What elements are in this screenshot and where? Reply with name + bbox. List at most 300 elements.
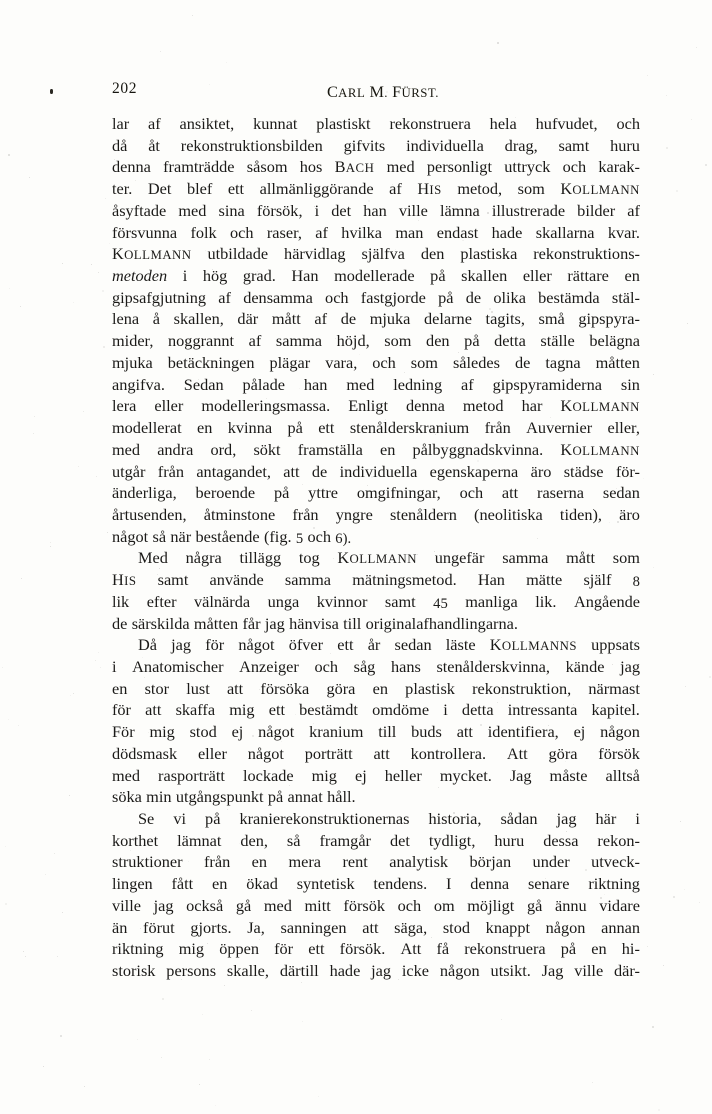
text-word: håll. <box>327 787 356 807</box>
text-word: öppen <box>219 939 259 959</box>
text-word: utsikt. <box>490 961 531 981</box>
text-word: rekonstruktions- <box>533 244 640 264</box>
text-word: jag <box>153 895 174 915</box>
text-word: ej <box>354 765 367 785</box>
text-word: karak- <box>598 157 640 177</box>
text-word: lena <box>112 309 140 329</box>
text-word: samma <box>502 548 549 568</box>
running-head <box>112 80 640 100</box>
text-line <box>112 743 640 765</box>
text-word: vi <box>173 809 186 828</box>
text-word: söka <box>112 787 142 807</box>
text-word: noggrannt <box>168 331 235 351</box>
text-line <box>112 721 640 743</box>
text-word: detta <box>461 700 494 720</box>
text-line <box>112 656 640 678</box>
text-word: samt <box>558 135 590 155</box>
text-word: blef <box>186 179 213 199</box>
text-word: bestämdt <box>299 700 358 720</box>
text-word: gå <box>526 895 543 915</box>
text-word: man <box>395 222 424 242</box>
text-word: måtten <box>193 613 239 633</box>
text-word: en <box>591 939 607 959</box>
text-word: grad. <box>242 266 276 286</box>
text-word: metod <box>462 396 504 416</box>
ink-blot <box>50 89 53 94</box>
text-word: äro <box>530 461 552 481</box>
text-word: samt <box>384 591 416 611</box>
text-word: måste <box>549 765 588 785</box>
text-word: det <box>389 830 410 850</box>
text-word: stod <box>189 722 217 742</box>
text-word: mått <box>566 548 595 568</box>
text-word: utveck- <box>591 852 640 872</box>
text-word: rekonstruktionsbilden <box>180 135 323 155</box>
running-head-word: M. <box>369 82 388 101</box>
text-word: där- <box>614 961 640 981</box>
text-word: år <box>367 635 381 655</box>
text-line <box>112 135 640 157</box>
running-head-word: CARL <box>327 82 366 101</box>
text-line <box>112 678 640 700</box>
text-word: egenskaperna <box>429 461 519 481</box>
text-word: för <box>112 700 131 720</box>
text-line <box>112 156 640 178</box>
text-line <box>112 830 640 852</box>
text-word: eller <box>522 266 552 286</box>
text-word: efter <box>146 591 177 611</box>
text-word: få <box>436 939 450 959</box>
text-word: något <box>112 526 149 546</box>
text-word: under <box>532 852 570 872</box>
text-word: för- <box>615 461 640 481</box>
text-word: sedan <box>394 635 432 655</box>
text-word: på <box>287 418 303 438</box>
text-word: åtminstone <box>203 504 276 524</box>
text-line <box>112 547 640 569</box>
text-word: uttryck <box>504 157 551 177</box>
text-line <box>112 330 640 352</box>
text-word: pålade <box>242 374 285 394</box>
text-word: mjuka <box>112 352 153 372</box>
text-word: möjligt <box>467 895 515 915</box>
text-word: bilder <box>577 200 616 220</box>
text-word: så <box>152 526 167 546</box>
text-word: rasporträtt <box>158 765 225 785</box>
text-word: ville <box>398 200 428 220</box>
text-word: Auvernier <box>526 418 593 438</box>
text-word: han <box>303 374 328 394</box>
text-word: att <box>373 743 390 763</box>
running-head-word: FÜRST. <box>392 82 439 101</box>
text-word: en <box>197 418 213 438</box>
text-word: särskilda <box>131 613 190 633</box>
text-line <box>112 765 640 787</box>
text-word: modellerade <box>334 266 415 286</box>
text-word: skalle, <box>226 961 269 981</box>
text-word: och <box>459 483 484 503</box>
text-word: göra <box>548 743 578 763</box>
text-word: således <box>452 352 500 372</box>
text-word: detta <box>494 331 526 351</box>
text-line <box>112 569 640 591</box>
text-word: hade <box>329 961 361 981</box>
text-word: Enligt <box>348 396 388 416</box>
text-word: metod, <box>457 179 503 199</box>
text-word: af <box>218 287 231 307</box>
text-word: fått <box>171 874 194 894</box>
text-word: till <box>343 613 362 633</box>
text-word: ännu <box>554 895 587 915</box>
text-word: på <box>205 809 221 828</box>
text-line <box>112 960 640 982</box>
text-word: Det <box>147 179 172 199</box>
text-word: samma <box>284 570 332 590</box>
text-word: skallen <box>461 266 508 286</box>
text-word: lik <box>112 591 130 611</box>
text-word: icke <box>401 961 430 981</box>
text-word: på <box>267 787 284 807</box>
text-word: rättare <box>567 266 609 286</box>
text-word: och <box>230 222 254 242</box>
text-word: äro <box>619 504 640 524</box>
text-word: skallarna <box>535 222 595 242</box>
text-word: mider, <box>112 331 154 351</box>
text-line <box>112 482 640 504</box>
text-word: kände <box>565 656 605 676</box>
text-line <box>112 243 640 265</box>
text-word: manliga <box>465 591 518 611</box>
text-word: att <box>145 700 162 720</box>
text-word: huru <box>610 135 640 155</box>
text-word: årtusenden, <box>112 504 187 524</box>
text-word: skaffa <box>175 700 216 720</box>
text-word: personligt <box>426 157 492 177</box>
text-word: hade <box>491 222 523 242</box>
text-word: historia, <box>428 809 482 828</box>
text-word: ledning <box>393 374 443 394</box>
text-word: härvidlag <box>284 244 346 264</box>
text-word: därtill <box>279 961 319 981</box>
page-number: 202 <box>112 80 138 97</box>
text-word: att <box>226 678 244 698</box>
text-word: lockade <box>242 765 294 785</box>
text-word: ökad <box>246 874 278 894</box>
text-word: angifva. <box>112 374 165 394</box>
text-word: såg <box>353 656 376 676</box>
text-word: den <box>426 331 450 351</box>
text-word: densamma <box>243 287 313 307</box>
running-head-title <box>112 82 640 102</box>
text-word: också <box>186 895 224 915</box>
text-word: modellerat <box>112 418 182 438</box>
proper-name-smallcaps: KOLLMANN <box>112 244 192 264</box>
text-word: delarne <box>424 309 472 329</box>
text-word: lämnat <box>177 830 222 850</box>
text-word: buds <box>411 722 442 742</box>
text-word: Sedan <box>183 374 224 394</box>
text-line <box>112 938 640 960</box>
text-word: något <box>247 743 284 763</box>
text-word: framställa <box>297 439 363 459</box>
text-word: som <box>517 179 545 199</box>
oldstyle-numeral: 6). <box>335 530 352 547</box>
text-word: identifiera, <box>487 722 559 742</box>
text-word: att <box>283 461 300 481</box>
text-word: sanningen <box>280 917 347 937</box>
text-word: för <box>205 635 225 655</box>
text-word: tiden), <box>559 504 602 524</box>
proper-name-smallcaps: KOLLMANN <box>560 179 640 199</box>
text-word: stod <box>442 917 470 937</box>
text-word: rent <box>342 852 368 872</box>
text-word: utgår <box>112 461 146 481</box>
text-word: ett <box>318 418 335 438</box>
text-word: får <box>242 613 261 633</box>
text-word: syntetisk <box>296 874 355 894</box>
text-word: i <box>112 656 117 676</box>
text-line <box>112 699 640 721</box>
text-word: gipspyra- <box>578 309 640 329</box>
text-word: sådan <box>500 809 538 828</box>
text-word: själf <box>583 570 612 590</box>
text-word: när <box>170 526 192 546</box>
text-word: i <box>314 200 320 220</box>
text-word: försök, <box>256 200 303 220</box>
text-word: vidare <box>599 895 640 915</box>
text-word: af <box>627 200 640 220</box>
text-word: och <box>616 114 640 133</box>
text-word: ställe <box>540 331 575 351</box>
text-word: korthet <box>112 830 159 850</box>
text-word: tillägg <box>239 548 282 568</box>
text-word: samma <box>275 331 323 351</box>
text-word: af <box>389 179 402 199</box>
text-word: illustrerade <box>491 200 566 220</box>
text-word: då <box>112 135 128 155</box>
text-word: Se <box>138 809 155 828</box>
text-word: (fig. <box>263 526 292 546</box>
text-line <box>112 352 640 374</box>
text-word: har <box>521 396 543 416</box>
text-word: beroende <box>195 483 256 503</box>
text-line <box>112 287 640 309</box>
text-word: olika <box>493 287 526 307</box>
text-word: individuella <box>339 461 418 481</box>
text-word: försök <box>598 743 640 763</box>
proper-name-smallcaps: KOLLMANN <box>337 548 417 568</box>
text-word: åsyftade <box>112 200 167 220</box>
text-word: kvinnor <box>316 591 368 611</box>
text-line <box>112 526 640 548</box>
text-word: än <box>112 917 128 937</box>
text-word: små <box>538 309 565 329</box>
text-word: mätte <box>526 570 563 590</box>
text-word: mig <box>229 700 255 720</box>
text-word: en <box>380 439 396 459</box>
text-word: gifvits <box>343 135 386 155</box>
text-word: läste <box>445 635 476 655</box>
text-word: hi- <box>621 939 640 959</box>
proper-name-smallcaps: KOLLMANN <box>560 439 640 459</box>
text-word: försöka <box>260 678 310 698</box>
text-word: Ja, <box>247 917 265 937</box>
text-word: om <box>433 895 455 915</box>
text-word: stäl- <box>611 287 640 307</box>
proper-name-smallcaps: BACH <box>334 157 375 177</box>
text-word: fastgjorde <box>360 287 426 307</box>
text-line <box>112 222 640 244</box>
text-word: Angående <box>573 591 640 611</box>
text-word: denna <box>112 157 151 177</box>
text-word: ett <box>337 635 354 655</box>
text-word: eller <box>197 743 227 763</box>
text-word: för <box>274 939 294 959</box>
text-word: porträtt <box>304 743 353 763</box>
text-word: måtten <box>595 352 640 372</box>
text-word: tendens. <box>373 874 428 894</box>
text-word: plastiskt <box>316 114 371 133</box>
text-word: tagits, <box>485 309 525 329</box>
text-word: rekonstruera <box>464 939 546 959</box>
text-word: Jag <box>541 961 564 981</box>
text-word: Han <box>291 266 319 286</box>
text-word: öfver <box>288 635 324 655</box>
text-word: hänvisa <box>289 613 339 633</box>
text-word: höjd, <box>336 331 370 351</box>
text-word: alltså <box>605 765 640 785</box>
text-word: stenålderskranium <box>349 418 470 438</box>
text-word: lämna <box>439 200 480 220</box>
text-word: folk <box>190 222 217 242</box>
text-word: andra <box>157 439 194 459</box>
text-word: det <box>331 200 352 220</box>
text-word: utgångspunkt <box>175 787 264 807</box>
text-word: Då <box>138 635 157 655</box>
text-word: annan <box>601 917 640 937</box>
text-word: förut <box>143 917 175 937</box>
text-word: jag <box>371 961 392 981</box>
body-text <box>112 113 640 982</box>
text-word: eller, <box>607 418 640 438</box>
text-word: skallen, <box>173 309 224 329</box>
text-line <box>112 504 640 526</box>
text-word: rekonstruktion, <box>472 678 572 698</box>
text-line <box>112 265 640 287</box>
text-word: ett <box>308 939 325 959</box>
text-word: af <box>148 114 161 133</box>
text-word: ord, <box>210 439 237 459</box>
text-word: stenålderskvinna, <box>436 656 550 676</box>
text-word: antagandet, <box>196 461 271 481</box>
text-word: För <box>112 722 135 742</box>
text-word: individuella <box>406 135 484 155</box>
text-word: mig <box>149 722 175 742</box>
text-word: från <box>157 461 184 481</box>
text-word: uppsats <box>591 635 640 655</box>
text-word: den, <box>240 830 268 850</box>
text-word: de <box>340 309 357 329</box>
text-word: på <box>438 287 454 307</box>
text-word: senare <box>527 874 570 894</box>
text-word: min <box>146 787 172 807</box>
text-word: gipspyramiderna <box>492 374 602 394</box>
text-word: den <box>420 244 445 264</box>
text-word: såsom <box>246 157 288 177</box>
text-word: mig <box>311 765 337 785</box>
proper-name-smallcaps: HIS <box>112 570 137 590</box>
text-word: och <box>325 287 349 307</box>
text-line <box>112 374 640 396</box>
text-word: samt <box>157 570 189 590</box>
text-word: Att <box>506 743 528 763</box>
text-word: mätningsmetod. <box>352 570 457 590</box>
text-word: som <box>384 331 412 351</box>
text-word: unga <box>267 591 300 611</box>
text-word: från <box>484 418 511 438</box>
text-word: de <box>311 461 328 481</box>
text-word: att <box>456 722 473 742</box>
text-word: några <box>185 548 222 568</box>
text-word: intressanta <box>507 700 578 720</box>
text-word: knappt <box>485 917 530 937</box>
text-word: raserna <box>537 483 585 503</box>
text-word: kvinna <box>227 418 273 438</box>
text-word: af <box>315 222 328 242</box>
text-word: Anatomischer <box>132 656 224 676</box>
text-word: änderliga, <box>112 483 177 503</box>
text-word: jag <box>264 613 285 633</box>
text-line <box>112 634 640 656</box>
text-word: riktning <box>588 874 640 894</box>
text-word: jag <box>171 635 192 655</box>
text-word: från <box>204 852 231 872</box>
text-word: en <box>251 852 268 872</box>
text-word: och <box>372 352 396 372</box>
text-word: allmänliggörande <box>259 179 374 199</box>
text-line <box>112 395 640 417</box>
text-word: lingen <box>112 874 153 894</box>
text-word: jag <box>556 809 577 828</box>
text-line <box>112 808 640 830</box>
text-word: hos <box>299 157 323 177</box>
text-word: försvunna <box>112 222 178 242</box>
text-word: Att <box>400 939 422 959</box>
text-word: utbildade <box>207 244 269 264</box>
text-line <box>112 851 640 873</box>
text-word: å <box>152 309 160 329</box>
text-word: stor <box>144 678 169 698</box>
text-word: af <box>461 374 474 394</box>
text-word: välnärda <box>194 591 251 611</box>
text-word: mera <box>288 852 322 872</box>
text-word: pålbyggnadskvinna. <box>412 439 544 459</box>
text-word: och <box>397 895 422 915</box>
text-word: vara, <box>325 352 358 372</box>
text-word: med <box>112 439 141 459</box>
text-word: gipsafgjutning <box>112 287 207 307</box>
text-word: säga, <box>394 917 428 937</box>
text-word: betäckningen <box>167 352 255 372</box>
text-word: denna <box>470 874 510 894</box>
text-word: en <box>212 874 228 894</box>
text-word: ville <box>574 961 604 981</box>
text-word: dödsmask <box>112 743 178 763</box>
text-word: hvilka <box>341 222 382 242</box>
oldstyle-numeral: 45 <box>433 596 448 612</box>
text-word: annat <box>287 787 323 807</box>
text-line <box>112 417 640 439</box>
